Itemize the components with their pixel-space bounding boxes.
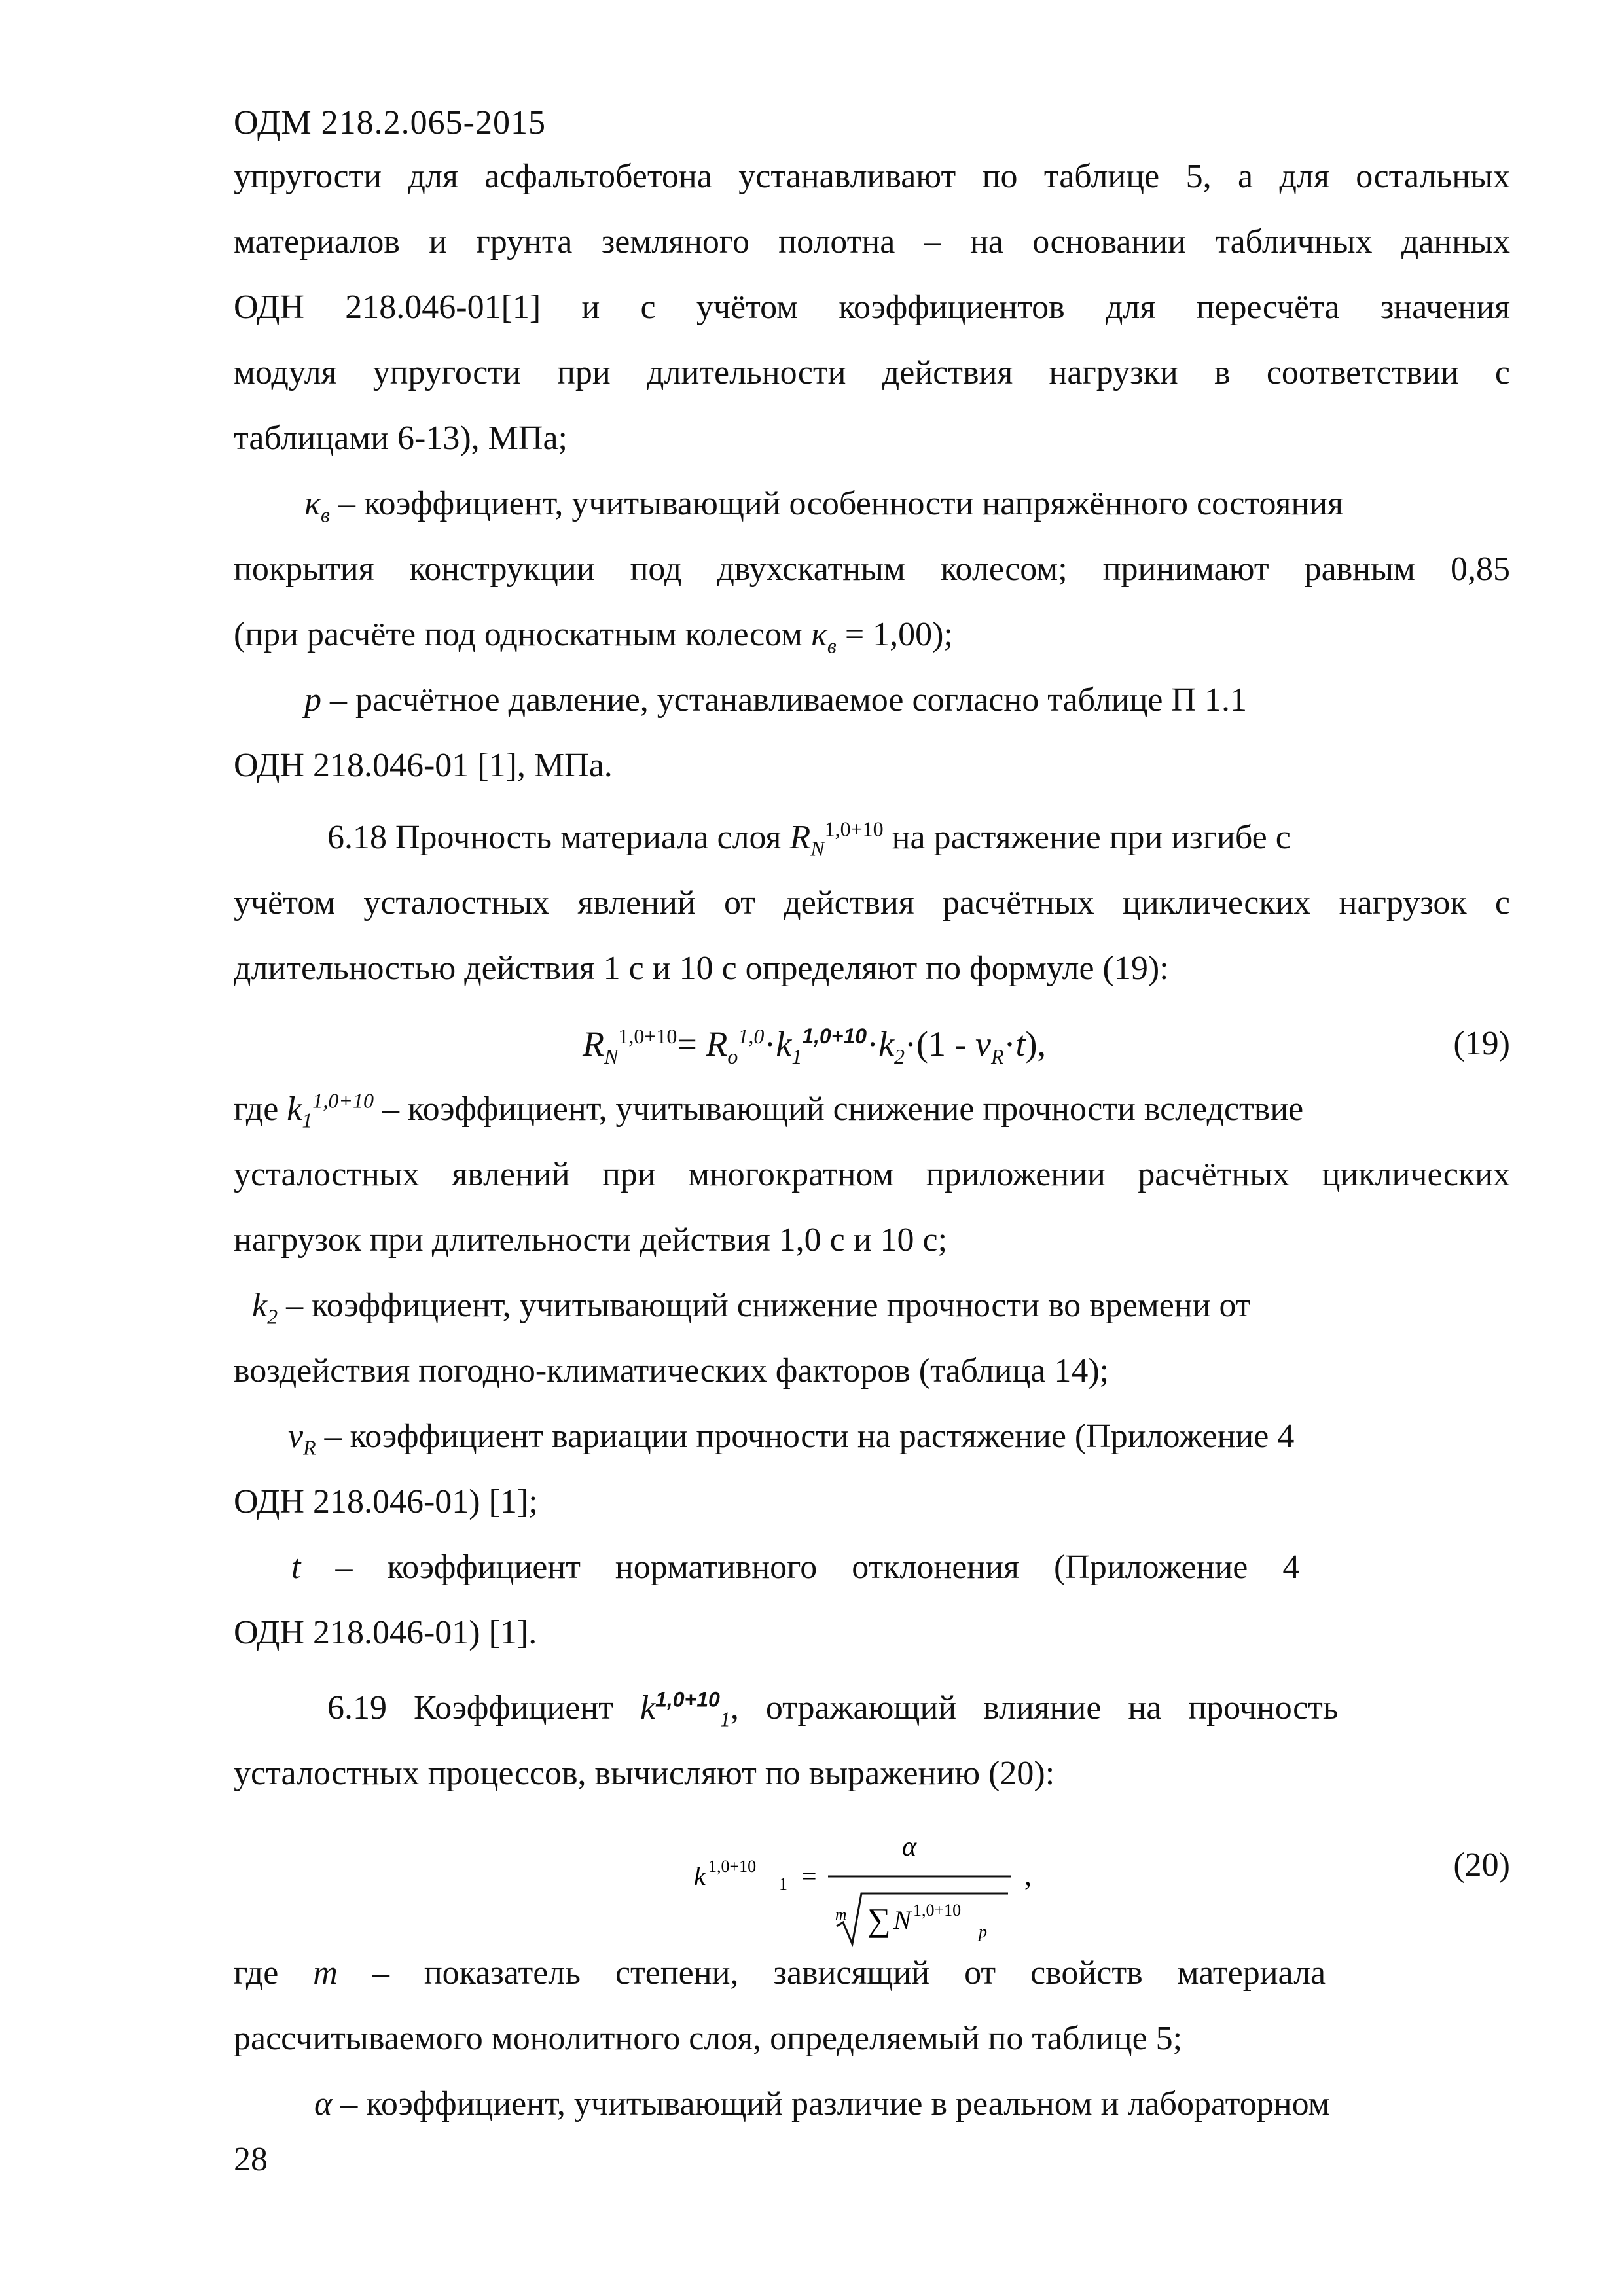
paragraph-line: длительностью действия 1 с и 10 с определяют по формуле (19):	[234, 950, 1169, 987]
section-6-18-line: 6.18 Прочность материала слоя $R_N^{1,0+10}$ на растяжение при изгибе с	[327, 817, 1291, 861]
eq20-root-index: m	[835, 1907, 847, 1924]
paragraph-line: ОДН 218.046-01[1] и с учётом коэффициентов для пересчёта значения	[234, 289, 1510, 326]
paragraph-line: воздействия погодно-климатических факторов (таблица 14);	[234, 1352, 1110, 1390]
eq20-sum: ∑	[867, 1901, 891, 1938]
eq20-lhs-sub: 1	[779, 1874, 787, 1893]
paragraph-line: учётом усталостных явлений от действия расчётных циклических нагрузок с	[234, 884, 1510, 922]
eq20-k: k	[694, 1861, 706, 1891]
vr-definition-line: $v_R$ – коэффициент вариации прочности на растяжение (Приложение 4	[288, 1418, 1295, 1460]
kv-definition-line: $\kappa_в$ – коэффициент, учитывающий особенности напряжённого состояния	[304, 485, 1344, 527]
section-6-19-line: 6.19 Коэффициент $k^{1,0+10}_1$, отражающий влияние на прочность	[327, 1687, 1339, 1731]
paragraph-line: (при расчёте под односкатным колесом $\kappa_в = 1,00$);	[234, 616, 953, 658]
alpha-definition-line: α – коэффициент, учитывающий различие в реальном и лабораторном	[314, 2085, 1330, 2123]
eq20-N-sup: 1,0+10	[913, 1901, 962, 1920]
paragraph-line: материалов и грунта земляного полотна – на основании табличных данных	[234, 223, 1510, 260]
paragraph-line: покрытия конструкции под двухскатным колесом; принимают равным 0,85	[234, 550, 1510, 588]
paragraph-line: рассчитываемого монолитного слоя, определяемый по таблице 5;	[234, 2020, 1183, 2057]
equation-number-19: (19)	[1453, 1025, 1510, 1062]
equation-19: $R_N^{1,0+10}= R_o^{1,0}\cdot k_1^{1,0+10}\cdot k_2\cdot(1 - v_R\cdot t)$,	[583, 1024, 1046, 1068]
k2-definition-line: $k_2$ – коэффициент, учитывающий снижение прочности во времени от	[252, 1287, 1251, 1329]
paragraph-line: упругости для асфальтобетона устанавливают по таблице 5, а для остальных	[234, 158, 1510, 195]
paragraph-line: усталостных явлений при многократном приложении расчётных циклических	[234, 1156, 1510, 1193]
paragraph-line: усталостных процессов, вычисляют по выражению (20):	[234, 1755, 1055, 1792]
paragraph-line: таблицами 6-13), МПа;	[234, 420, 568, 457]
document-code-header: ОДМ 218.2.065-2015	[234, 104, 546, 141]
p-definition-line: p – расчётное давление, устанавливаемое согласно таблице П 1.1	[304, 681, 1248, 719]
k1-definition-line: где $k_1^{1,0+10}$ – коэффициент, учитывающий снижение прочности вследствие	[234, 1088, 1304, 1132]
eq20-comma: ,	[1024, 1859, 1032, 1892]
eq20-lhs-sup: 1,0+10	[708, 1857, 757, 1876]
paragraph-line: ОДН 218.046-01 [1], МПа.	[234, 747, 613, 784]
eq20-equals: =	[802, 1861, 817, 1891]
paragraph-line: нагрузок при длительности действия 1,0 с и 10 с;	[234, 1221, 948, 1259]
t-definition-line: t – коэффициент нормативного отклонения (Приложение 4	[291, 1549, 1300, 1586]
m-definition-line: где m – показатель степени, зависящий от свойств материала	[234, 1954, 1326, 1992]
equation-number-20: (20)	[1453, 1846, 1510, 1884]
paragraph-line: модуля упругости при длительности действия нагрузки в соответствии с	[234, 354, 1510, 391]
kv-symbol: κ	[304, 485, 321, 522]
page-number: 28	[234, 2141, 268, 2178]
paragraph-line: ОДН 218.046-01) [1];	[234, 1483, 538, 1520]
eq20-N: N	[893, 1905, 911, 1935]
paragraph-line: ОДН 218.046-01) [1].	[234, 1614, 537, 1651]
eq20-N-sub: p	[979, 1922, 987, 1941]
equation-20	[681, 1803, 1047, 1954]
eq20-alpha: α	[902, 1832, 917, 1862]
